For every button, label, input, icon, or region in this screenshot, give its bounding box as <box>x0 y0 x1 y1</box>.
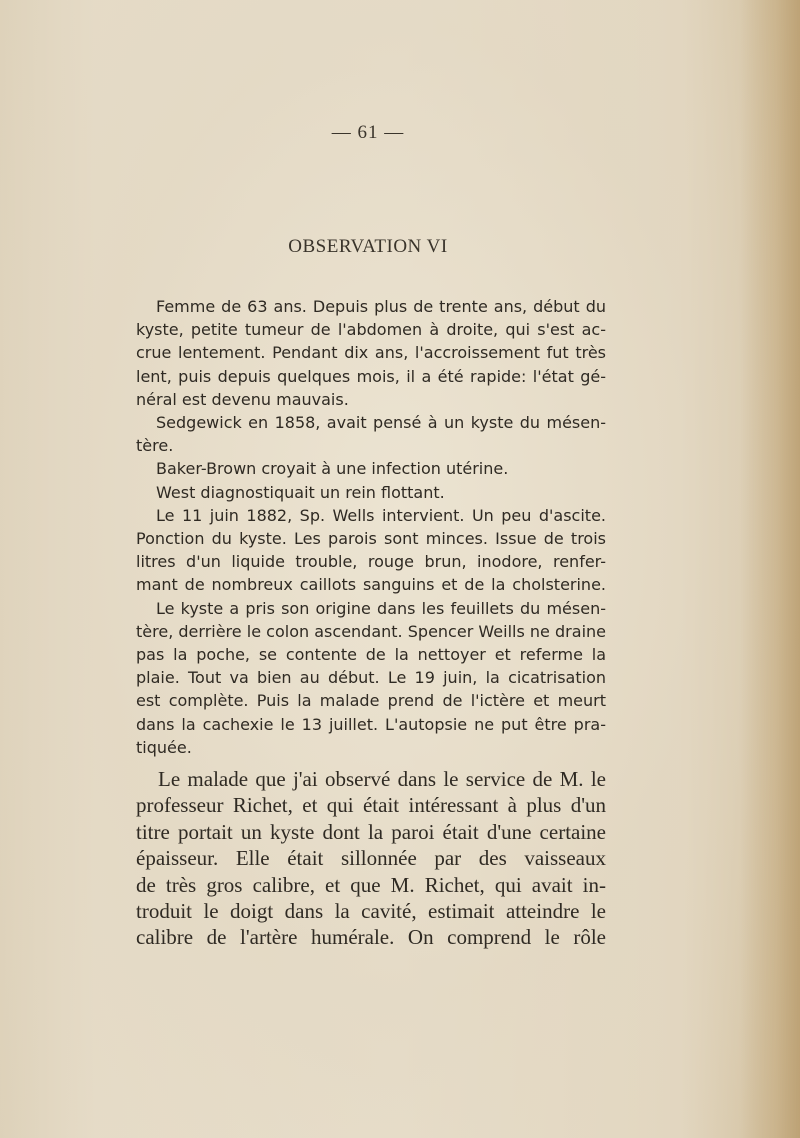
observation-line: Ponction du kyste. Les parois sont minces. Issue de trois <box>136 529 606 549</box>
observation-line: West diagnostiquait un rein flottant. <box>156 482 445 502</box>
observation-line: Baker-Brown croyait à une infection utérine. <box>156 459 509 479</box>
observation-line: lent, puis depuis quelques mois, il a été rapide: l'état gé- <box>136 366 606 386</box>
body-line: titre portait un kyste dont la paroi était d'une certaine <box>136 819 606 844</box>
observation-line: mant de nombreux caillots sanguins et de la cholsterine. <box>136 575 606 595</box>
observation-paragraphs <box>136 295 606 759</box>
body-line: épaisseur. Elle était sillonnée par des vaisseaux <box>136 846 606 871</box>
observation-line: Sedgewick en 1858, avait pensé à un kyste du mésen- <box>156 413 606 433</box>
page-edge-shading <box>740 0 800 1138</box>
body-line: de très gros calibre, et que M. Richet, qui avait in- <box>136 872 606 897</box>
observation-line: Le kyste a pris son origine dans les feuillets du mésen- <box>156 598 606 618</box>
body-line: troduit le doigt dans la cavité, estimait atteindre le <box>136 899 606 924</box>
body-line: professeur Richet, et qui était intéressant à plus d'un <box>136 793 606 818</box>
body-line: Le malade que j'ai observé dans le service de M. le <box>158 767 606 791</box>
observation-line: plaie. Tout va bien au début. Le 19 juin, la cicatrisation <box>136 668 606 688</box>
observation-line: crue lentement. Pendant dix ans, l'accroissement fut très <box>136 343 606 363</box>
observation-line: pas la poche, se contente de la nettoyer et referme la <box>136 645 606 665</box>
observation-line: néral est devenu mauvais. <box>136 389 349 409</box>
observation-line: dans la cachexie le 13 juillet. L'autopsie ne put être pra- <box>136 714 606 734</box>
observation-line: est complète. Puis la malade prend de l'ictère et meurt <box>136 691 606 711</box>
body-paragraph <box>136 766 606 951</box>
body-line: calibre de l'artère humérale. On comprend le rôle <box>136 925 606 950</box>
observation-title: OBSERVATION VI <box>288 236 448 257</box>
observation-line: tère. <box>136 436 174 456</box>
observation-line: kyste, petite tumeur de l'abdomen à droite, qui s'est ac- <box>136 320 606 340</box>
observation-line: litres d'un liquide trouble, rouge brun, inodore, renfer- <box>136 552 606 572</box>
observation-line: tiquée. <box>136 737 192 757</box>
observation-line: Femme de 63 ans. Depuis plus de trente ans, début du <box>156 297 606 316</box>
observation-line: Le 11 juin 1882, Sp. Wells intervient. Un peu d'ascite. <box>156 505 606 525</box>
page-number: — 61 — <box>331 122 405 143</box>
observation-line: tère, derrière le colon ascendant. Spencer Weills ne draine <box>136 621 606 641</box>
